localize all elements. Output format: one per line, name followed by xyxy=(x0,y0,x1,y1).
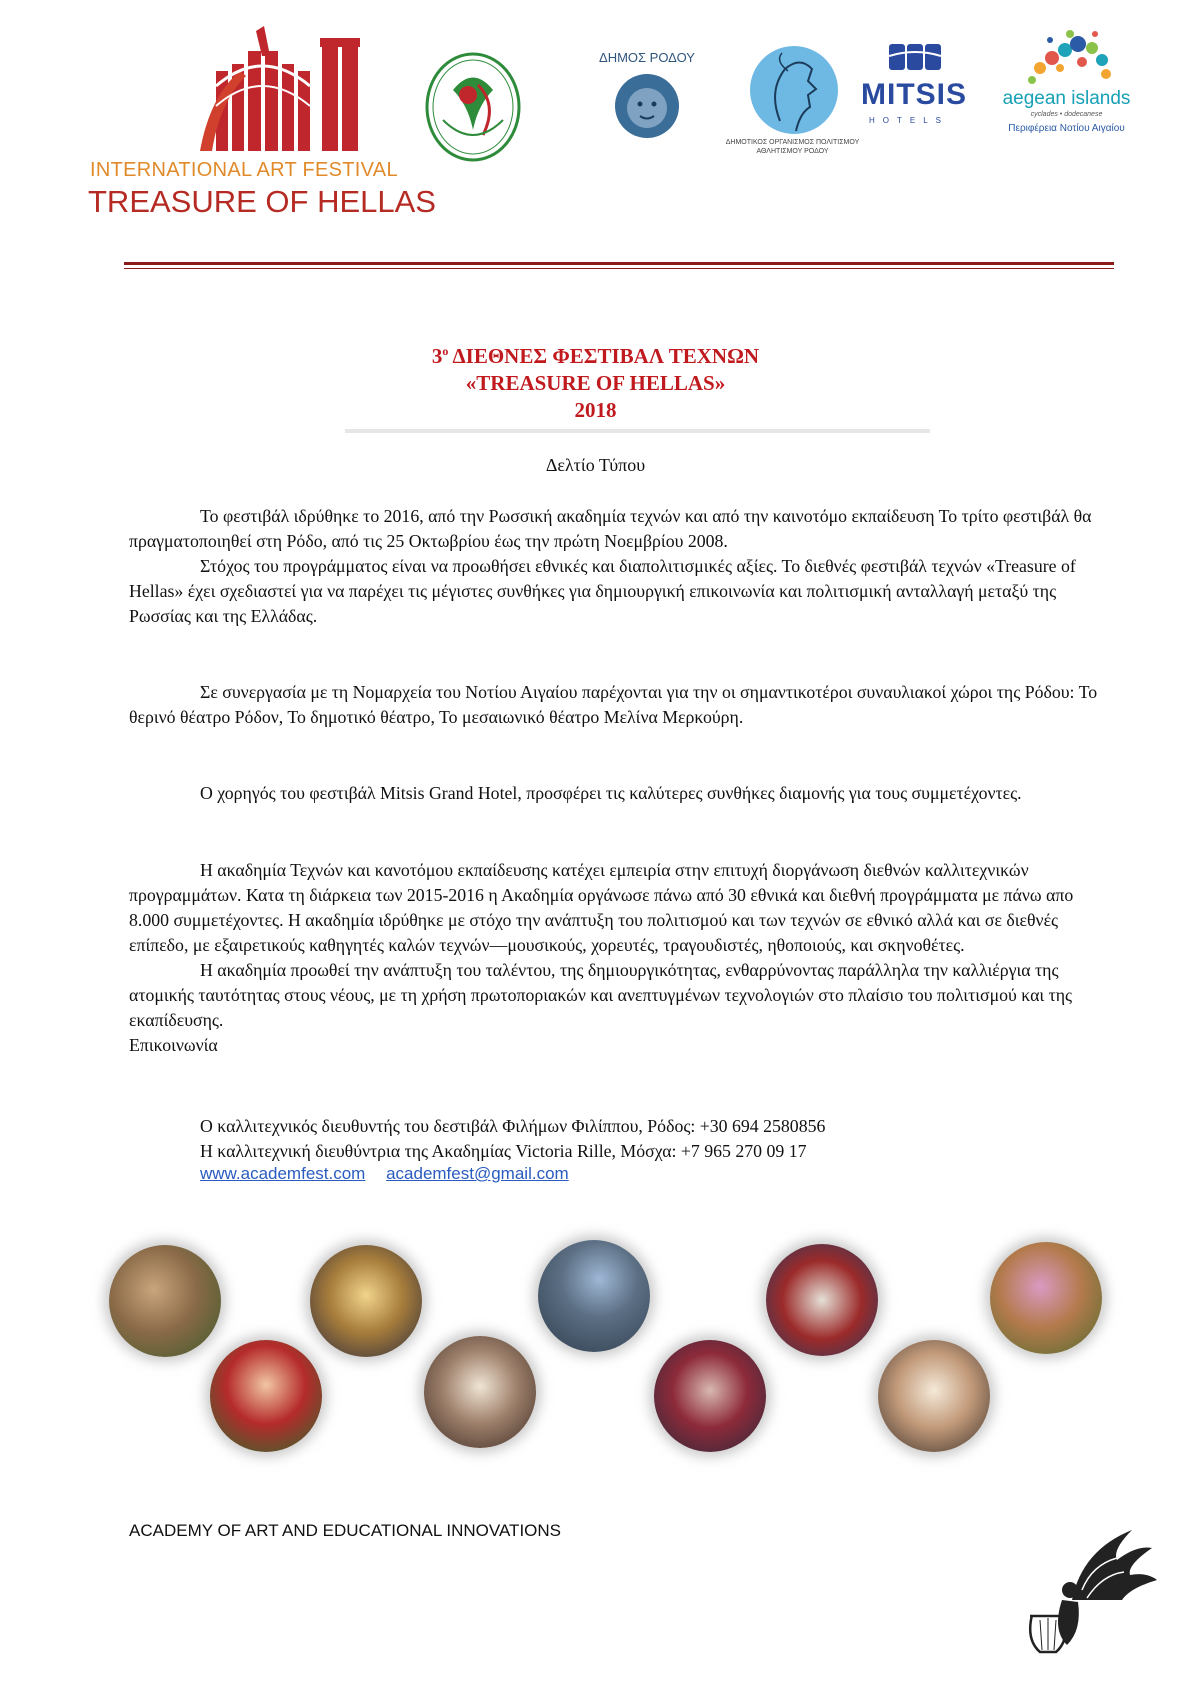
winged-muse-lyre-icon xyxy=(1012,1520,1162,1660)
festival-logo-line2: TREASURE OF HELLAS xyxy=(88,184,436,219)
title-superscript: ο xyxy=(442,344,449,358)
aegean-region: Περιφέρεια Νοτίου Αιγαίου xyxy=(1008,123,1125,134)
goddess-profile-icon xyxy=(760,51,830,133)
paragraph-founding: Το φεστιβάλ ιδρύθηκε το 2016, από την Ρωσσική ακαδημία τεχνών και από την καινοτόμο εκπαίδευση Το τρίτο φεστιβάλ θα πραγματοποιηθεί στη Ρόδο, από τις 25 Οκτωβρίου έως την πρώτη Νοεμβρίου 2008. xyxy=(129,506,1092,551)
paragraph-sponsor: Ο χορηγός του φεστιβάλ Mitsis Grand Hotel, προσφέρει τις καλύτερες συνθήκες διαμονής για τους συμμετέχοντες. xyxy=(200,783,1022,803)
photo-stage-dance xyxy=(878,1340,990,1452)
title-number: 3 xyxy=(431,344,443,368)
title-line1 xyxy=(0,344,1191,369)
photo-folk-performance xyxy=(654,1340,766,1452)
festival-columns-icon xyxy=(180,26,370,151)
aegean-sub: cyclades • dodecanese xyxy=(1030,111,1103,118)
emblem-icon xyxy=(423,50,523,165)
contact-festival-director: Ο καλλιτεχνικός διευθυντής του δεστιβάλ Φιλήμων Φιλίππου, Ρόδος: +30 694 2580856 xyxy=(200,1116,826,1136)
paragraph-venues: Σε συνεργασία με τη Νομαρχεία του Νοτίου Αιγαίου παρέχονται για την οι σημαντικοτέροι συναυλιακοί χώροι της Ρόδου: Το θερινό θέατρο Ρόδον, Το δημοτικό θέατρο, Το μεσαιωνικό θέατρο Μελίνα Μερκούρη. xyxy=(129,682,1098,727)
title-divider xyxy=(345,429,930,433)
paragraph-academy-mission: Η ακαδημία προωθεί την ανάπτυξη του ταλέντου, της δημιουργικότητας, ενθαρρύνοντας παράλληλα την καλλιέργια της ατομικής ταυτότητας στους νέους, με τη χρήση πρωτοποριακών και ανεπτυγμένων τεχνολογιών στο πλαίσιο του πολιτισμού και της εκαπίδευσης. xyxy=(129,960,1073,1030)
photo-flowers-doorway xyxy=(990,1242,1102,1354)
title-line2: «TREASURE OF HELLAS» xyxy=(465,371,726,395)
photo-hotel xyxy=(310,1245,422,1357)
body-block-2 xyxy=(129,680,1109,730)
header-divider xyxy=(124,262,1114,265)
photo-greek-dancers xyxy=(766,1244,878,1356)
photo-castle xyxy=(109,1245,221,1357)
dimos-rodou-text: ΔΗΜΟΣ ΡΟΔΟΥ xyxy=(599,50,695,65)
aegean-name: aegean islands xyxy=(1002,88,1131,109)
contact-heading: Επικοινωνία xyxy=(129,1035,218,1055)
photo-ballet-group xyxy=(424,1336,536,1448)
body-block-3 xyxy=(129,781,1109,806)
contact-links xyxy=(200,1164,585,1184)
contact-academy-director: Η καλλιτεχνική διευθύντρια της Ακαδημίας Victoria Rille, Μόσχα: +7 965 270 09 17 xyxy=(200,1141,807,1161)
header-divider-thin xyxy=(124,268,1114,269)
press-release-subtitle: Δελτίο Τύπου xyxy=(545,455,646,475)
paragraph-academy: Η ακαδημία Τεχνών και κανοτόμου εκπαίδευσης κατέχει εμπειρία στην επιτυχή διοργάνωση διεθνών καλλιτεχνικών προγραμμάτων. Κατα τη διάρκεια των 2015-2016 η Ακαδημία οργάνωσε πάνω από 30 εθνικά και διεθνή προγράμματα με πάνω απο 8.000 συμμετέχοντες. Η ακαδημία ιδρύθηκε με στόχο την ανάπτυξη του πολιτισμού και των τεχνών σε εθνικό αλλά και σε διεθνές επίπεδο, με εξαιρετικούς καθηγητές καλών τεχνών—μουσικούς, χορευτές, τραγουδιστές, ηθοποιούς, και σκηνοθέτες. xyxy=(129,860,1074,955)
email-link[interactable]: academfest@gmail.com xyxy=(386,1164,569,1183)
academy-logo xyxy=(1012,1520,1162,1660)
website-link[interactable]: www.academfest.com xyxy=(200,1164,366,1183)
mitsis-name: MITSIS xyxy=(861,78,968,111)
mitsis-hotels-logo xyxy=(855,42,975,132)
cultural-emblem-logo xyxy=(423,50,523,165)
title-line1-text: ΔΙΕΘΝΕΣ ΦΕΣΤΙΒΑΛ ΤΕΧΝΩΝ xyxy=(448,344,760,368)
body-block-1 xyxy=(129,504,1109,629)
mitsis-waves-icon xyxy=(885,42,945,72)
dopa-logo xyxy=(720,46,865,161)
paragraph-goal: Στόχος του προγράμματος είναι να προωθήσει εθνικές και διαπολιτισμικές αξίες. Το διεθνές φεστιβάλ τεχνών «Treasure of Hellas» έχει σχεδιαστεί για να παρέχει τις μέγιστες συνθήκες για δημιουργική επικοινωνία και πολιτισμική ανταλλαγή μεταξύ της Ρωσσίας και της Ελλάδας. xyxy=(129,556,1076,626)
dimos-rodou-logo xyxy=(585,50,710,140)
body-block-4 xyxy=(129,858,1109,1058)
mitsis-sub: HOTELS xyxy=(869,116,950,125)
contacts-block xyxy=(200,1114,825,1164)
photo-girl-dancer xyxy=(210,1340,322,1452)
title-line3: 2018 xyxy=(574,398,617,422)
dopa-caption: ΔΗΜΟΤΙΚΟΣ ΟΡΓΑΝΙΣΜΟΣ ΠΟΛΙΤΙΣΜΟΥ ΑΘΛΗΤΙΣΜΟΥ ΡΟΔΟΥ xyxy=(725,139,860,155)
festival-logo-line1: INTERNATIONAL ART FESTIVAL xyxy=(90,159,398,181)
footer-academy-name: ACADEMY OF ART AND EDUCATIONAL INNOVATIONS xyxy=(129,1521,562,1540)
festival-logo xyxy=(80,26,436,226)
photo-statue xyxy=(538,1240,650,1352)
aegean-dots-icon xyxy=(1020,28,1115,88)
aegean-islands-logo xyxy=(990,28,1140,138)
